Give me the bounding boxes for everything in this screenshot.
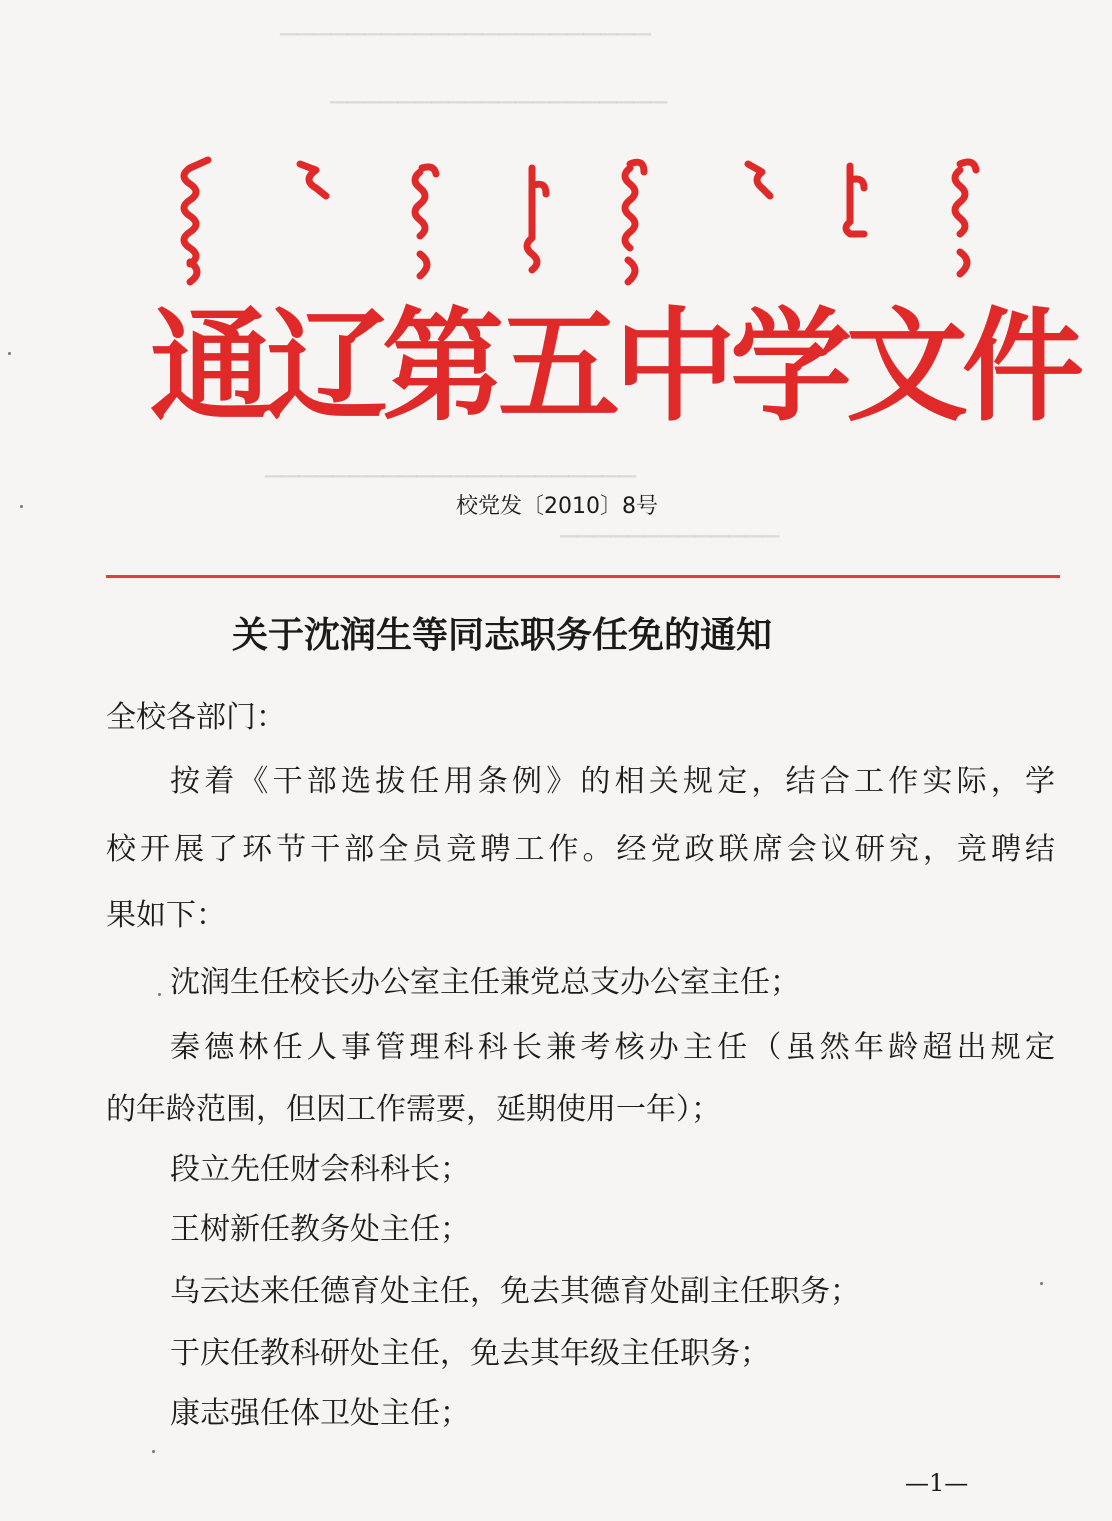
- bleed-through-text: ──────────────────────: [265, 460, 636, 493]
- scan-speck: [1040, 1282, 1043, 1285]
- intro-line: 校开展了环节干部全员竞聘工作。经党政联席会议研究，竞聘结: [106, 832, 1055, 867]
- document-header-title: 通辽第五中学文件: [150, 296, 1078, 438]
- scan-speck: [158, 993, 161, 996]
- appointment-item: 康志强任体卫处主任；: [170, 1396, 470, 1431]
- mongolian-script-graphic: [160, 150, 1020, 290]
- appointment-item: 王树新任教务处主任；: [170, 1212, 470, 1247]
- scan-speck: [152, 1450, 155, 1453]
- appointment-item: 沈润生任校长办公室主任兼党总支办公室主任；: [170, 965, 800, 1000]
- red-divider-line: [106, 575, 1060, 578]
- intro-line: 果如下：: [106, 898, 226, 933]
- notice-title: 关于沈润生等同志职务任免的通知: [232, 614, 773, 656]
- appointment-item: 段立先任财会科科长；: [170, 1152, 470, 1187]
- intro-line: 按着《干部选拔任用条例》的相关规定，结合工作实际，学: [170, 764, 1055, 799]
- page-number: —1—: [905, 1469, 969, 1497]
- scan-speck: [20, 505, 23, 508]
- appointment-item: 的年龄范围，但因工作需要，延期使用一年）；: [106, 1092, 721, 1127]
- bleed-through-text: ──────────────────────: [280, 18, 651, 51]
- salutation: 全校各部门：: [106, 700, 286, 735]
- bleed-through-text: ────────────────────: [330, 86, 668, 119]
- scan-speck: [8, 352, 11, 355]
- document-number: 校党发〔2010〕8号: [456, 494, 658, 519]
- bleed-through-text: ─────────────: [560, 520, 780, 553]
- mongolian-script-header: [160, 150, 1020, 290]
- appointment-item: 于庆任教科研处主任，免去其年级主任职务；: [170, 1336, 770, 1371]
- appointment-item: 乌云达来任德育处主任，免去其德育处副主任职务；: [170, 1274, 860, 1309]
- appointment-item: 秦德林任人事管理科科长兼考核办主任（虽然年龄超出规定: [170, 1030, 1055, 1065]
